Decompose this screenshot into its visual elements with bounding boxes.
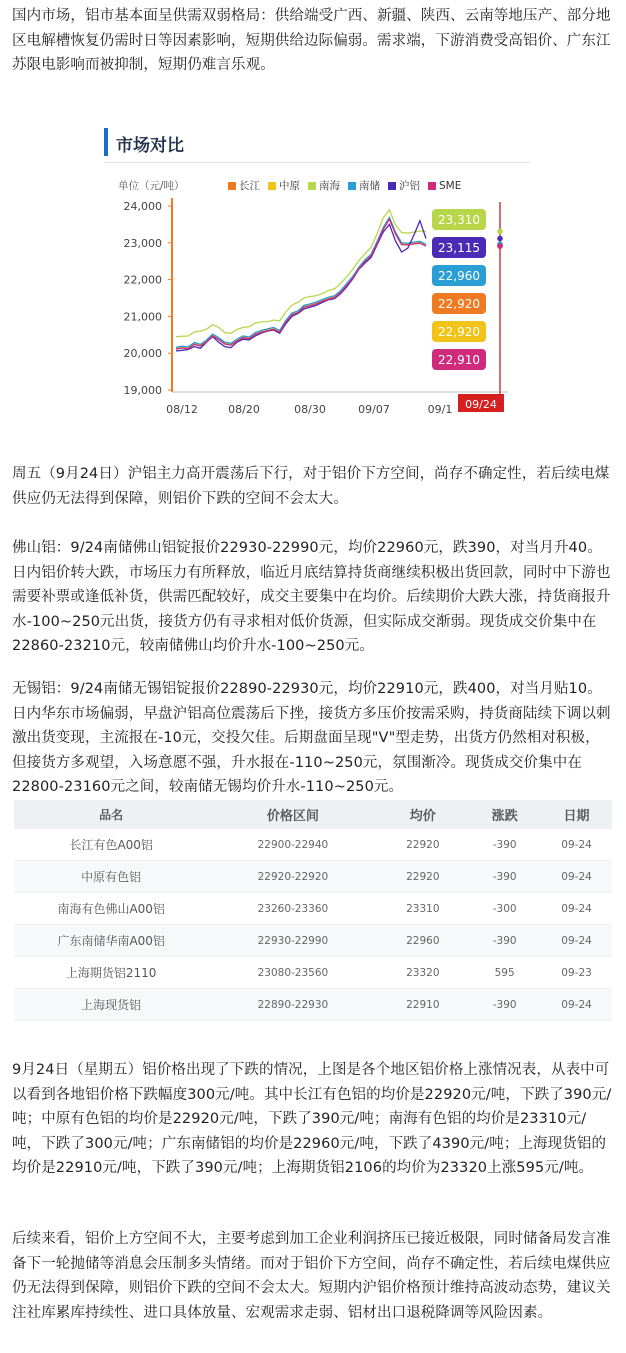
end-value-label: 23,115 <box>438 241 480 255</box>
market-comparison-chart <box>104 122 530 422</box>
y-tick-label: 24,000 <box>123 200 162 213</box>
legend-label: 长江 <box>239 180 260 192</box>
product-name-cell: 上海期货铝2110 <box>14 957 208 989</box>
header-change: 涨跌 <box>468 800 541 829</box>
friday-summary-paragraph: 周五（9月24日）沪铝主力高开震荡后下行，对于铝价下方空间，尚存不确定性，若后续电煤供应仍无法得到保障，则铝价下跌的空间不会太大。 <box>12 466 610 507</box>
series-line <box>176 221 426 351</box>
legend-label: 沪铝 <box>399 180 420 192</box>
chart-plot-area <box>104 122 530 422</box>
header-range: 价格区间 <box>208 800 377 829</box>
product-name-cell: 广东南储华南A00铝 <box>14 925 208 957</box>
table-row <box>14 893 612 925</box>
y-tick-label: 19,000 <box>123 384 162 397</box>
y-tick-label: 21,000 <box>123 310 162 324</box>
price-table <box>14 800 612 1021</box>
product-name-cell: 上海现货铝 <box>14 989 208 1021</box>
avg-price-cell: 22920 <box>377 861 468 893</box>
series-line <box>176 210 426 337</box>
table-row <box>14 925 612 957</box>
cursor-date-label: 09/24 <box>465 398 497 411</box>
outlook-paragraph: 后续来看，铝价上方空间不大，主要考虑到加工企业利润挤压已接近极限，同时储备局发言准备下一轮抛储等消息会压制多头情绪。而对于铝价下方空间，尚存不确定性，若后续电煤供应仍无法得到保障，则铝价下跌的空间不会太大。短期内沪铝价格预计维持高波动态势，建议关注社库累库持续性、进口具体放量、宏观需求走弱、铝材出口退税降调等风险因素。 <box>12 1231 611 1321</box>
legend-label: SME <box>439 179 462 192</box>
price-date-cell: 09-23 <box>541 957 612 989</box>
end-value-label: 22,910 <box>438 353 480 367</box>
x-tick-label: 08/30 <box>294 403 326 416</box>
price-change-cell: -390 <box>468 989 541 1021</box>
chart-title: 市场对比 <box>116 136 184 156</box>
price-change-cell: -300 <box>468 893 541 925</box>
price-range-cell: 22890-22930 <box>208 989 377 1021</box>
end-value-label: 22,920 <box>438 297 480 311</box>
wuxi-aluminum-paragraph: 无锡铝：9/24南储无锡铝锭报价22890-22930元，均价22910元，跌400，对当月贴10。日内华东市场偏弱，早盘沪铝高位震荡后下挫，接货方多压价按需采购，持货商陆续下调以刺激出货变现，主流报在-10元，交投欠佳。后期盘面呈现"V"型走势，出货方仍然相对积极，但接货方多观望，入场意愿不强，升水报在-110~250元，氛围渐冷。现货成交价集中在22800-23160元之间，较南储无锡均价升水-110~250元。 <box>12 681 611 795</box>
y-tick-label: 22,000 <box>123 273 162 287</box>
price-change-cell: -390 <box>468 925 541 957</box>
header-name: 品名 <box>14 800 208 829</box>
series-line <box>176 219 426 349</box>
end-value-label: 22,960 <box>438 269 480 283</box>
series-line <box>176 219 426 349</box>
legend-label: 南海 <box>319 180 340 192</box>
foshan-aluminum-paragraph: 佛山铝：9/24南储佛山铝锭报价22930-22990元，均价22960元，跌390，对当月升40。日内铝价转大跌，市场压力有所释放，临近月底结算持货商继续积极出货回款，同时中下游也需要补票或逢低补货，供需匹配较好，成交主要集中在均价。后续期价大跌大涨，持货商报升水-100~250元出货，接货方仍有寻求相对低价货源，但实际成交渐弱。现货成交价集中在22860-23210元，较南储佛山均价升水-100~250元。 <box>12 540 611 654</box>
table-summary-paragraph: 9月24日（星期五）铝价格出现了下跌的情况，上图是各个地区铝价格上涨情况表，从表中可以看到各地铝价格下跌幅度300元/吨。其中长江有色铝的均价是22920元/吨，下跌了390元/吨；中原有色铝的均价是22920元/吨，下跌了390元/吨；南海有色铝的均价是23310元/吨，下跌了300元/吨；广东南储铝的均价是22960元/吨，下跌了4390元/吨；上海现货铝的均价是22910元/吨，下跌了390元/吨；上海期货铝2106的均价为23320上涨595元/吨。 <box>12 1062 612 1176</box>
x-tick-label: 08/20 <box>228 403 260 416</box>
series-line <box>176 217 426 347</box>
x-tick-label: 09/1 <box>427 403 453 416</box>
price-change-cell: 595 <box>468 957 541 989</box>
avg-price-cell: 22920 <box>377 829 468 861</box>
price-range-cell: 22900-22940 <box>208 829 377 861</box>
x-tick-label: 08/12 <box>166 403 198 416</box>
product-name-cell: 长江有色A00铝 <box>14 829 208 861</box>
price-change-cell: -390 <box>468 861 541 893</box>
price-date-cell: 09-24 <box>541 829 612 861</box>
cursor-point <box>497 243 503 249</box>
table-row <box>14 989 612 1021</box>
table-row <box>14 957 612 989</box>
price-range-cell: 23260-23360 <box>208 893 377 925</box>
price-date-cell: 09-24 <box>541 861 612 893</box>
cursor-point <box>497 236 503 242</box>
y-tick-label: 23,000 <box>123 236 162 250</box>
header-avg: 均价 <box>377 800 468 829</box>
price-table-header <box>14 800 612 829</box>
avg-price-cell: 23320 <box>377 957 468 989</box>
avg-price-cell: 22910 <box>377 989 468 1021</box>
price-range-cell: 22930-22990 <box>208 925 377 957</box>
end-value-label: 22,920 <box>438 325 480 339</box>
header-date: 日期 <box>541 800 612 829</box>
price-range-cell: 22920-22920 <box>208 861 377 893</box>
product-name-cell: 南海有色佛山A00铝 <box>14 893 208 925</box>
price-date-cell: 09-24 <box>541 893 612 925</box>
end-value-label: 23,310 <box>438 213 480 227</box>
chart-unit-label: 单位（元/吨） <box>118 180 185 192</box>
series-line <box>176 218 426 348</box>
avg-price-cell: 22960 <box>377 925 468 957</box>
price-change-cell: -390 <box>468 829 541 861</box>
price-range-cell: 23080-23560 <box>208 957 377 989</box>
x-tick-label: 09/07 <box>358 403 390 416</box>
product-name-cell: 中原有色铝 <box>14 861 208 893</box>
cursor-point <box>497 229 503 235</box>
legend-label: 南储 <box>359 180 380 192</box>
price-date-cell: 09-24 <box>541 989 612 1021</box>
avg-price-cell: 23310 <box>377 893 468 925</box>
table-row <box>14 829 612 861</box>
intro-paragraph: 国内市场，铝市基本面呈供需双弱格局：供给端受广西、新疆、陕西、云南等地压产、部分地区电解槽恢复仍需时日等因素影响，短期供给边际偏弱。需求端，下游消费受高铝价、广东江苏限电影响而被抑制，短期仍难言乐观。 <box>12 8 611 73</box>
price-date-cell: 09-24 <box>541 925 612 957</box>
table-row <box>14 861 612 893</box>
legend-label: 中原 <box>279 180 300 192</box>
y-tick-label: 20,000 <box>123 347 162 361</box>
